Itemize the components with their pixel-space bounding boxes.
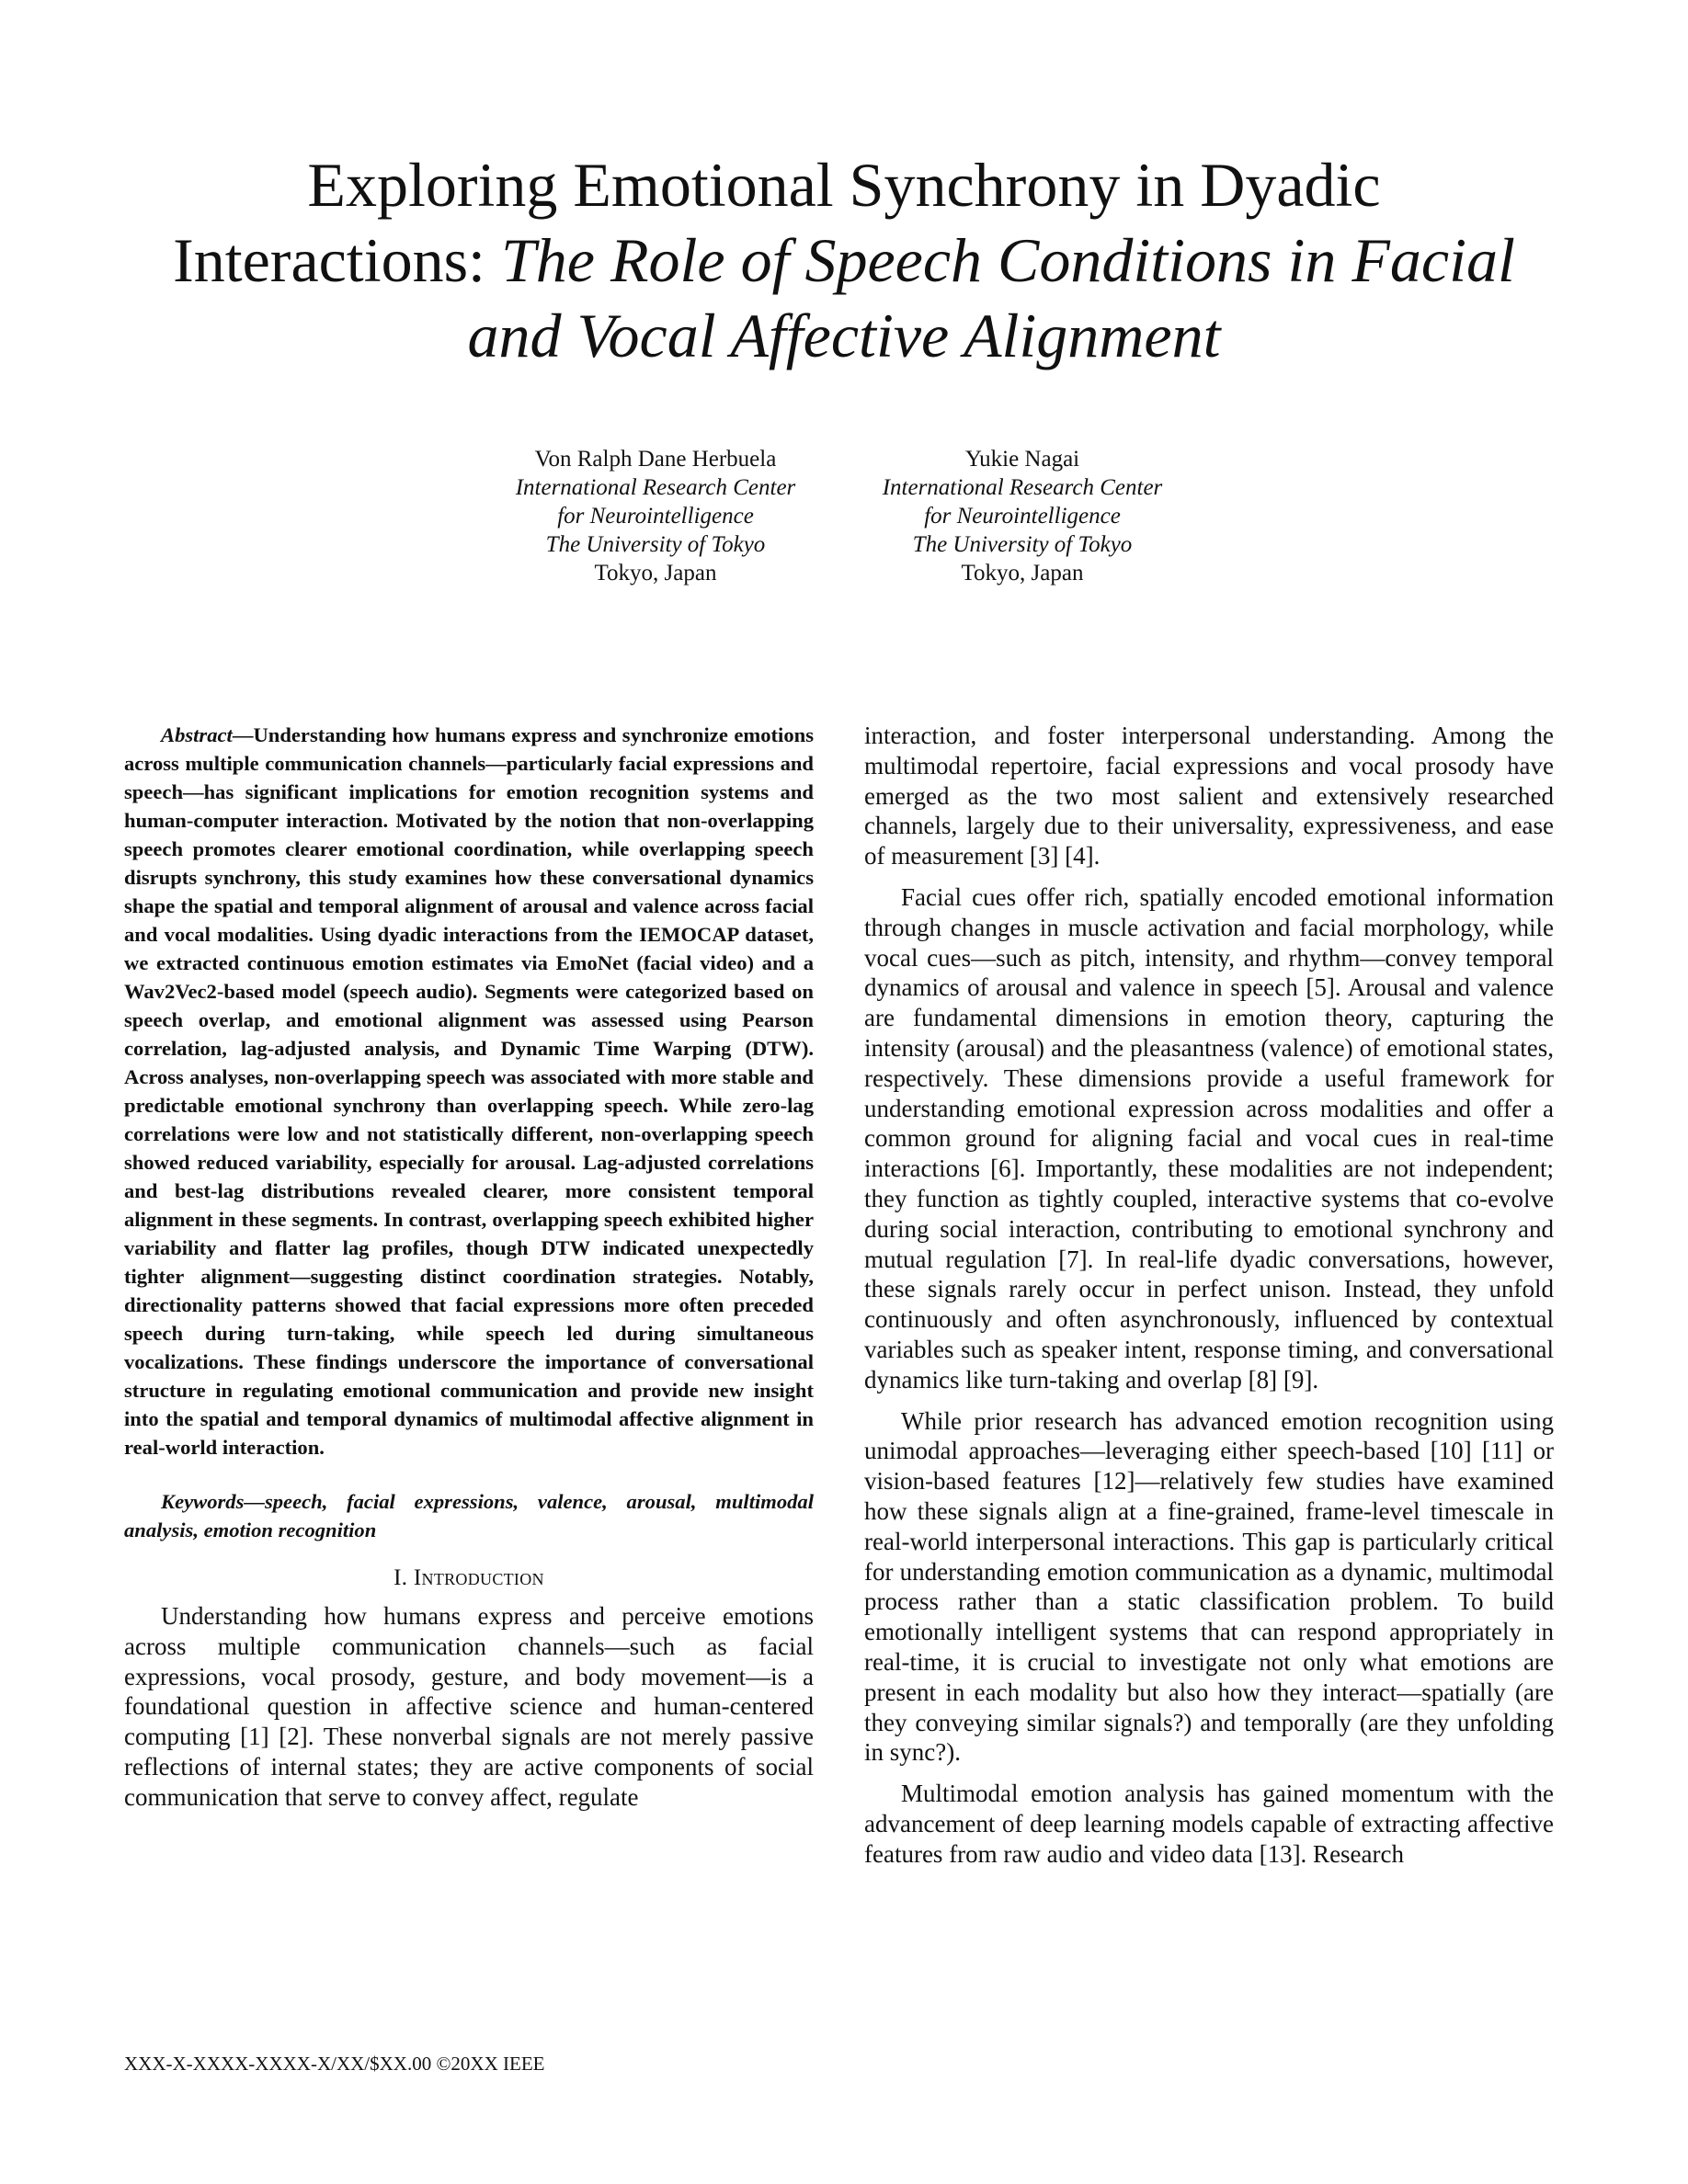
body-paragraph: Multimodal emotion analysis has gained momentum with the advancement of deep learning models capable of extracting affective features from raw audio and video data [13]. Research — [864, 1780, 1554, 1868]
author-block-1 — [490, 445, 821, 587]
keywords — [124, 1487, 814, 1544]
title-line-3-italic: and Vocal Affective Alignment — [467, 301, 1221, 370]
abstract — [124, 721, 814, 1462]
author-affiliation: The University of Tokyo — [912, 532, 1133, 557]
author-affiliation: for Neurointelligence — [557, 504, 754, 529]
keywords-text: —speech, facial expressions, valence, arousal, multimodal analysis, emotion recognition — [124, 1490, 814, 1541]
body-paragraph: interaction, and foster interpersonal understanding. Among the multimodal repertoire, facial expressions and vocal prosody have emerged as the two most salient and extensively researched channels, largely due to their universality, expressiveness, and ease of measurement [3] [4]. — [864, 722, 1554, 870]
body-paragraph: While prior research has advanced emotion recognition using unimodal approaches—leveraging either speech-based [10] [11] or vision-based features [12]—relatively few studies have examined how these signals align at a fine-grained, frame-level timescale in real-world interpersonal interactions. This gap is particularly critical for understanding emotion communication as a dynamic, multimodal process rather than a static classification problem. To build emotionally intelligent systems that can respond appropriately in real-time, it is crucial to investigate not only what emotions are present in each modality but also how they interact—spatially (are they conveying similar signals?) and temporally (are they unfolding in sync?). — [864, 1406, 1554, 1767]
right-column — [864, 721, 1554, 1869]
author-location: Tokyo, Japan — [594, 561, 717, 586]
keywords-label: Keywords — [161, 1490, 245, 1513]
abstract-text: —Understanding how humans express and synchronize emotions across multiple communication channels—particularly facial expressions and speech—has significant implications for emotion recognition systems and human-computer interaction. Motivated by the notion that non-overlapping speech promotes clearer emotional coordination, while overlapping speech disrupts synchrony, this study examines how these conversational dynamics shape the spatial and temporal alignment of arousal and valence across facial and vocal modalities. Using dyadic interactions from the IEMOCAP dataset, we extracted continuous emotion estimates via EmoNet (facial video) and a Wav2Vec2-based model (speech audio). Segments were categorized based on speech overlap, and emotional alignment was assessed using Pearson correlation, lag-adjusted analysis, and Dynamic Time Warping (DTW). Across analyses, non-overlapping speech was associated with more stable and predictable emotional synchrony than overlapping speech. While zero-lag correlations were low and not statistically different, non-overlapping speech showed reduced variability, especially for arousal. Lag-adjusted correlations and best-lag distributions revealed clearer, more consistent temporal alignment in these segments. In contrast, overlapping speech exhibited higher variability and flatter lag profiles, though DTW indicated unexpectedly tighter alignment—suggesting distinct coordination strategies. Notably, directionality patterns showed that facial expressions more often preceded speech during turn-taking, while speech led during simultaneous vocalizations. These findings underscore the importance of conversational structure in regulating emotional communication and provide new insight into the spatial and temporal dynamics of multimodal affective alignment in real-world interaction. — [124, 723, 814, 1459]
title-line-2-plain: Interactions: — [173, 225, 501, 295]
copyright-footer: XXX-X-XXXX-XXXX-X/XX/$XX.00 ©20XX IEEE — [124, 2053, 545, 2075]
author-block-2 — [857, 445, 1188, 587]
left-column — [124, 721, 814, 1813]
author-affiliation: International Research Center — [515, 475, 796, 500]
author-name: Yukie Nagai — [964, 447, 1080, 472]
abstract-label: Abstract — [161, 723, 233, 746]
title-line-2-italic: The Role of Speech Conditions in Facial — [500, 225, 1515, 295]
author-affiliation: The University of Tokyo — [545, 532, 766, 557]
section-heading: I. Introduction — [393, 1565, 544, 1590]
author-affiliation: International Research Center — [882, 475, 1163, 500]
author-name: Von Ralph Dane Herbuela — [534, 447, 777, 472]
title-line-1: Exploring Emotional Synchrony in Dyadic — [307, 150, 1381, 220]
intro-paragraph: Understanding how humans express and perceive emotions across multiple communication channels—such as facial expressions, vocal prosody, gesture, and body movement—is a foundational question in affective science and human-centered computing [1] [2]. These nonverbal signals are not merely passive reflections of internal states; they are active components of social communication that serve to convey affect, regulate — [124, 1602, 814, 1811]
author-affiliation: for Neurointelligence — [924, 504, 1121, 529]
author-location: Tokyo, Japan — [961, 561, 1084, 586]
paper-title — [92, 147, 1596, 373]
body-paragraph: Facial cues offer rich, spatially encoded emotional information through changes in muscle activation and facial morphology, while vocal cues—such as pitch, intensity, and rhythm—convey temporal dynamics of arousal and valence in speech [5]. Arousal and valence are fundamental dimensions in emotion theory, capturing the intensity (arousal) and the pleasantness (valence) of emotional states, respectively. These dimensions provide a useful framework for understanding emotional expression across modalities and offer a common ground for aligning facial and vocal cues in real-time interactions [6]. Importantly, these modalities are not independent; they function as tightly coupled, interactive systems that co-evolve during social interaction, contributing to emotional synchrony and mutual regulation [7]. In real-life dyadic conversations, however, these signals rarely occur in perfect unison. Instead, they unfold continuously and often asynchronously, influenced by contextual variables such as speaker intent, response timing, and conversational dynamics like turn-taking and overlap [8] [9]. — [864, 882, 1554, 1393]
